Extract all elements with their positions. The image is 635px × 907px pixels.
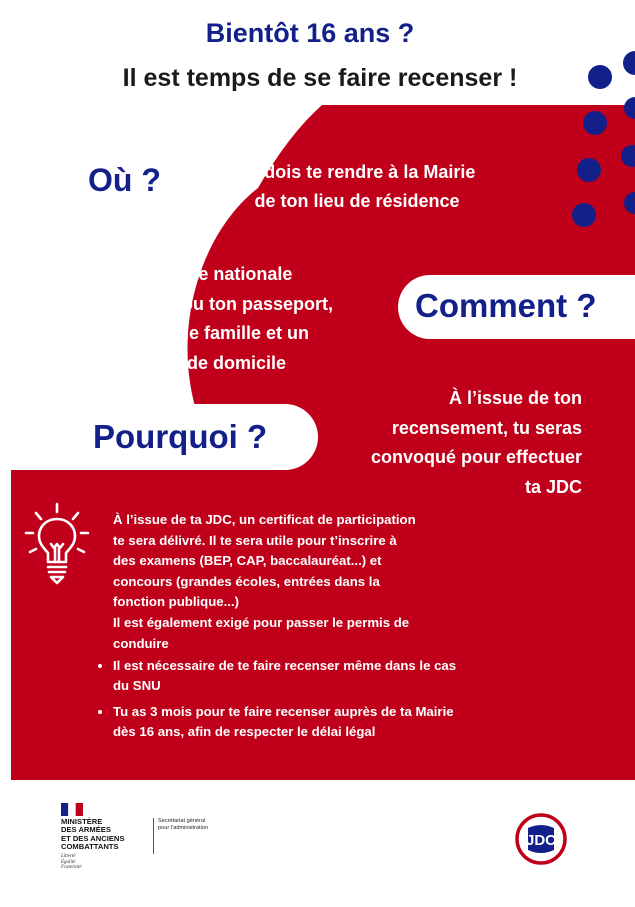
ou-text xyxy=(212,158,502,216)
marianne-logo-icon xyxy=(61,803,83,816)
info-bullets xyxy=(99,656,458,742)
info-paragraph xyxy=(113,510,468,654)
comment-text-line: Avec ta carte nationale xyxy=(97,264,293,284)
comment-text-line: ton livret de famille et un xyxy=(97,323,310,343)
pourquoi-text-line: convoqué pour effectuer xyxy=(370,447,582,467)
motto-line: Fraternité xyxy=(61,865,82,871)
ou-text-line: de ton lieu de résidence xyxy=(254,191,460,211)
info-line: te sera délivré. Il te sera utile pour t’inscrire à xyxy=(113,532,397,548)
lightbulb-icon xyxy=(22,500,92,590)
pourquoi-text xyxy=(320,384,582,502)
footer-divider xyxy=(153,818,154,854)
ministry-line: ET DES ANCIENS xyxy=(61,833,125,843)
ou-heading: Où ? xyxy=(88,162,161,198)
comment-text-line: justificatif de domicile xyxy=(97,352,287,373)
secretariat-line: Secrétariat général xyxy=(158,818,206,824)
info-line: conduire xyxy=(113,635,169,651)
comment-text xyxy=(97,260,397,378)
info-line: des examens (BEP, CAP, baccalauréat...) et xyxy=(113,553,382,569)
secretariat-line: pour l’administration xyxy=(158,824,209,831)
ministry-line: COMBATTANTS xyxy=(61,842,119,852)
ministry-name xyxy=(61,818,124,852)
motto-line: Liberté xyxy=(61,854,76,859)
bullet-item: • Il est nécessaire de te faire recenser même dans le cas du SNU xyxy=(113,656,458,696)
dot xyxy=(624,192,635,214)
info-line: À l’issue de ta JDC, un certificat de participation xyxy=(113,512,416,527)
pourquoi-heading: Pourquoi ? xyxy=(93,418,268,455)
pourquoi-text-line: À l’issue de ton xyxy=(448,388,582,408)
ou-text-line: Tu dois te rendre à la Mairie xyxy=(238,162,476,182)
info-line: fonction publique...) xyxy=(113,594,239,610)
ministry-line: DES ARMÉES xyxy=(61,825,111,835)
comment-heading: Comment ? xyxy=(415,287,597,324)
pourquoi-text-line: ta JDC xyxy=(524,476,582,497)
dot xyxy=(624,97,635,119)
jdc-logo-text: JDC xyxy=(525,832,557,849)
bullet-item: • Tu as 3 mois pour te faire recenser auprès de ta Mairie dès 16 ans, afin de respecter le délai légal xyxy=(113,702,458,742)
info-line: Il est également exigé pour passer le permis de xyxy=(113,614,410,630)
page-subtitle: Il est temps de se faire recenser ! xyxy=(122,64,518,92)
page-title: Bientôt 16 ans ? xyxy=(205,18,415,48)
comment-text-line: d’identité ou ton passeport, xyxy=(97,293,334,314)
jdc-logo-icon xyxy=(514,812,568,866)
secretariat-name xyxy=(158,818,208,832)
ministry-motto xyxy=(61,854,82,871)
dot xyxy=(621,145,635,167)
ministry-line: MINISTÈRE xyxy=(61,817,103,826)
info-line: concours (grandes écoles, entrées dans la xyxy=(113,573,380,589)
pourquoi-text-line: recensement, tu seras xyxy=(391,417,582,438)
dot xyxy=(583,111,607,135)
dot xyxy=(577,158,601,182)
dot xyxy=(572,203,596,227)
motto-line: Égalité xyxy=(61,859,76,865)
